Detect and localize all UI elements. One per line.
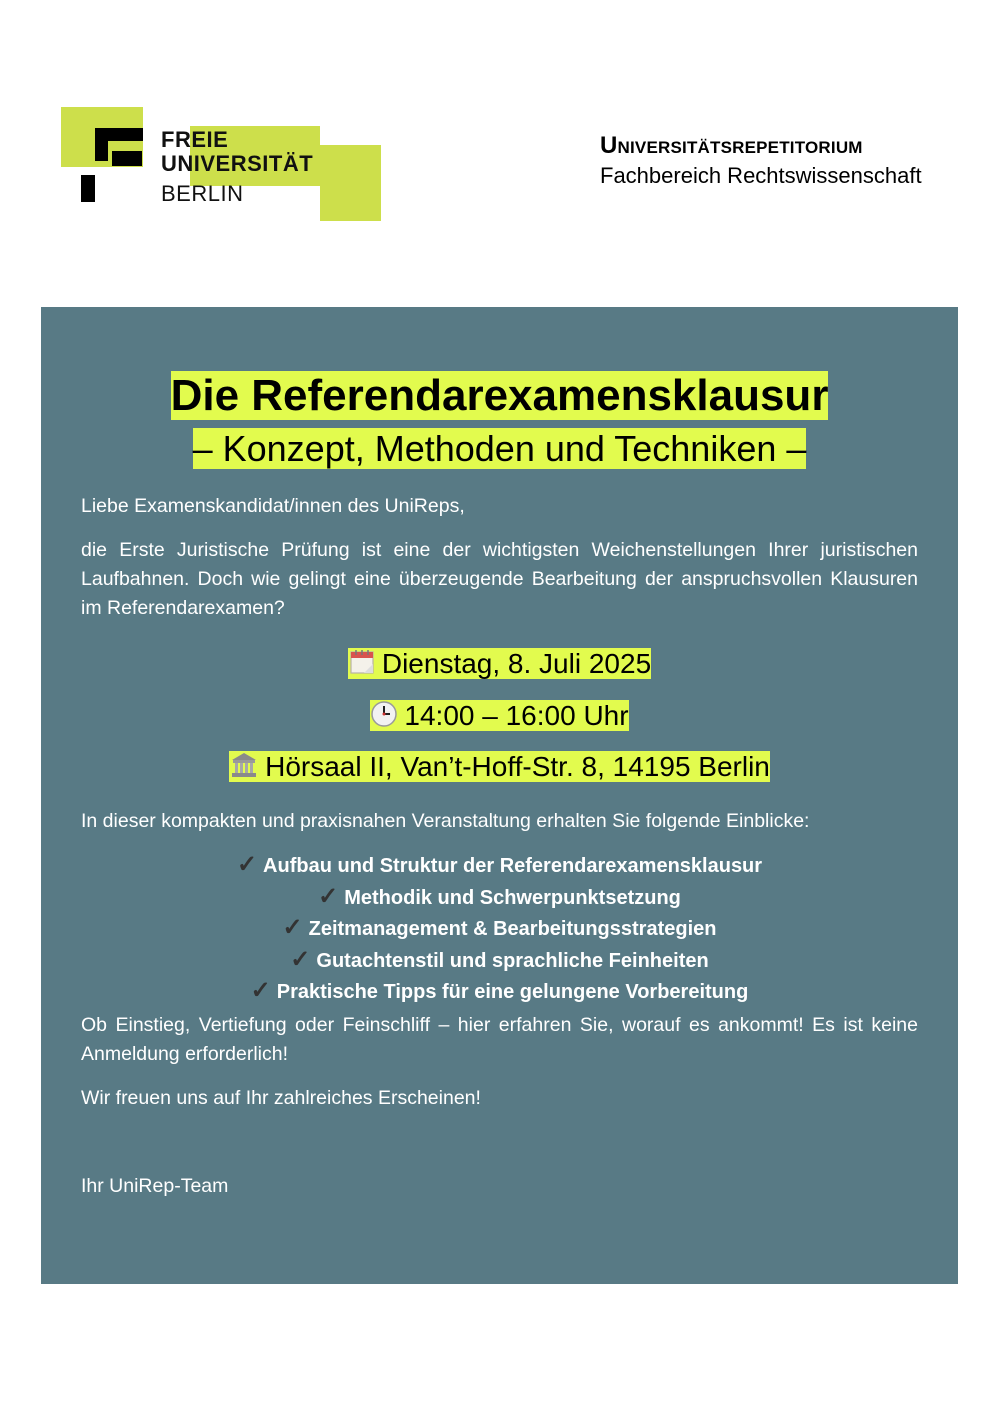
event-subtitle-text: – Konzept, Methoden und Techniken –	[192, 428, 807, 469]
building-icon	[229, 751, 259, 789]
fu-berlin-logo	[60, 105, 385, 223]
logo-text-line3: BERLIN	[161, 181, 244, 206]
event-time-text: 14:00 – 16:00 Uhr	[404, 700, 629, 731]
checkmark-icon: ✓	[290, 945, 311, 973]
logo-black-block	[112, 151, 142, 166]
department-header	[600, 132, 980, 190]
event-location	[41, 748, 958, 789]
topic-text: Aufbau und Struktur der Referendarexamensklausur	[263, 855, 763, 877]
header-subtitle: Fachbereich Rechtswissenschaft	[600, 163, 922, 188]
list-item	[41, 882, 958, 914]
event-time-highlight	[370, 700, 628, 731]
thanks-line: Wir freuen uns auf Ihr zahlreiches Erscheinen!	[81, 1087, 481, 1109]
list-item	[41, 850, 958, 882]
event-date	[41, 645, 958, 686]
list-item	[41, 976, 958, 1008]
logo-text-line1: FREIE	[161, 127, 229, 152]
header-title: Universitätsrepetitorium	[600, 132, 863, 159]
topics-list	[41, 850, 958, 1008]
clock-icon	[370, 700, 398, 738]
checkmark-icon: ✓	[236, 851, 258, 878]
topic-text: Methodik und Schwerpunktsetzung	[344, 886, 681, 909]
event-title-text: Die Referendarexamensklausur	[170, 371, 829, 420]
topic-text: Gutachtenstil und sprachliche Feinheiten	[316, 949, 709, 972]
checkmark-icon: ✓	[250, 977, 271, 1004]
event-subtitle	[41, 427, 958, 471]
event-location-highlight	[229, 751, 770, 782]
list-item	[41, 913, 958, 945]
event-panel	[41, 307, 958, 1284]
greeting: Liebe Examenskandidat/innen des UniReps,	[81, 495, 465, 517]
event-location-text: Hörsaal II, Van’t-Hoff-Str. 8, 14195 Berlin	[265, 751, 770, 782]
checkmark-icon: ✓	[318, 882, 339, 910]
outro-paragraph: Ob Einstieg, Vertiefung oder Feinschliff – hier erfahren Sie, worauf es ankommt! Es ist keine Anmeldung erforderlich!	[81, 1014, 918, 1065]
list-item	[41, 945, 958, 977]
topics-lead: In dieser kompakten und praxisnahen Veranstaltung erhalten Sie folgende Einblicke:	[81, 810, 810, 832]
topic-text: Zeitmanagement & Bearbeitungsstrategien	[308, 918, 717, 940]
logo-green-block	[320, 145, 381, 221]
logo-text-line2: UNIVERSITÄT	[161, 151, 314, 176]
event-date-highlight	[348, 648, 651, 679]
checkmark-icon: ✓	[282, 914, 303, 941]
event-time	[41, 697, 958, 738]
signature: Ihr UniRep-Team	[81, 1175, 229, 1197]
calendar-icon	[348, 648, 376, 686]
topic-text: Praktische Tipps für eine gelungene Vorbereitung	[276, 981, 749, 1003]
event-title	[41, 368, 958, 424]
event-date-text: Dienstag, 8. Juli 2025	[381, 648, 652, 679]
intro-paragraph: die Erste Juristische Prüfung ist eine der wichtigsten Weichenstellungen Ihrer juristischen Laufbahnen. Doch wie gelingt eine überzeugende Bearbeitung der anspruchsvollen Klausuren im Referendarexamen?	[81, 539, 918, 619]
logo-black-block	[81, 175, 95, 202]
logo-black-block	[95, 128, 108, 161]
